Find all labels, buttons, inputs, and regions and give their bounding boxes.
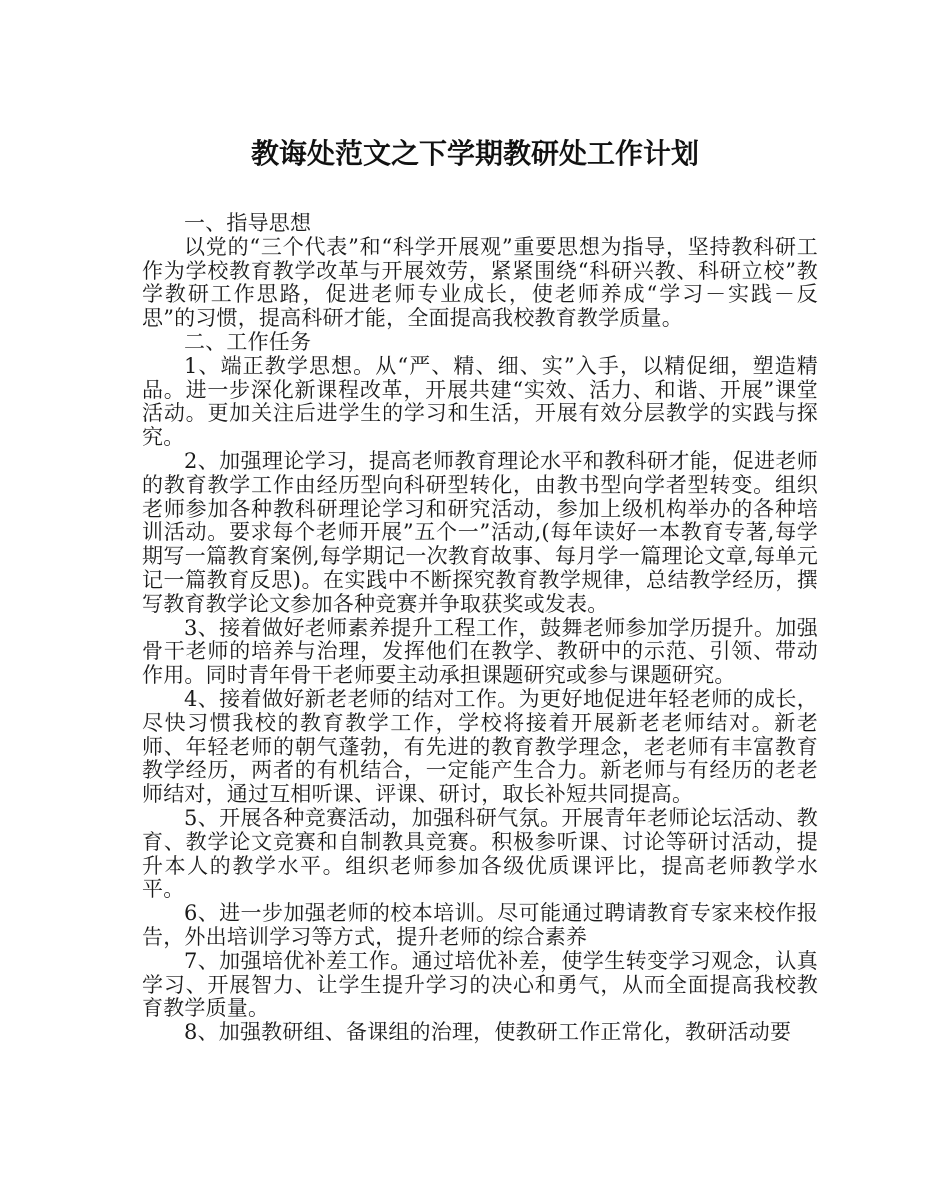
paragraph-task-6: 6、进一步加强老师的校本培训。尽可能通过聘请教育专家来校作报告，外出培训学习等方式，提升老师的综合素养: [142, 901, 818, 949]
paragraph-task-7: 7、加强培优补差工作。通过培优补差，使学生转变学习观念，认真学习、开展智力、让学生提升学习的决心和勇气，从而全面提高我校教育教学质量。: [142, 948, 818, 1021]
paragraph-task-8: 8、加强教研组、备课组的治理，使教研工作正常化，教研活动要: [184, 1020, 792, 1045]
paragraph-task-4: 4、接着做好新老老师的结对工作。为更好地促进年轻老师的成长，尽快习惯我校的教育教学工作，学校将接着开展新老老师结对。新老师、年轻老师的朝气蓬勃，有先进的教育教学理念，老老师有丰富教育教学经历，两者的有机结合，一定能产生合力。新老师与有经历的老老师结对，通过互相听课、评课、研讨，取长补短共同提高。: [142, 686, 818, 807]
section-heading-work-tasks: 二、工作任务: [184, 329, 312, 354]
paragraph-task-2: 2、加强理论学习，提高老师教育理论水平和教科研才能，促进老师的教育教学工作由经历型向科研型转化，由教书型向学者型转变。组织老师参加各种教科研理论学习和研究活动，参加上级机构举办的各种培训活动。要求每个老师开展”五个一”活动,(每年读好一本教育专著,每学期写一篇教育案例,每学期记一次教育故事、每月学一篇理论文章,每单元记一篇教育反思)。在实践中不断探究教育教学规律，总结教学经历，撰写教育教学论文参加各种竞赛并争取获奖或发表。: [142, 448, 818, 616]
document-title: 教诲处范文之下学期教研处工作计划: [250, 137, 699, 170]
paragraph-task-5: 5、开展各种竞赛活动，加强科研气氛。开展青年老师论坛活动、教育、教学论文竞赛和自制教具竞赛。积极参听课、讨论等研讨活动，提升本人的教学水平。组织老师参加各级优质课评比，提高老师教学水平。: [142, 805, 818, 902]
paragraph-guiding-ideology: 以党的“三个代表”和“科学开展观”重要思想为指导，坚持教科研工作为学校教育教学改革与开展效劳，紧紧围绕“科研兴教、科研立校”教学教研工作思路，促进老师专业成长，使老师养成“学习－实践－反思”的习惯，提高科研才能，全面提高我校教育教学质量。: [142, 234, 818, 331]
document-body: [142, 212, 818, 1045]
paragraph-task-1: 1、端正教学思想。从“严、精、细、实”入手，以精促细，塑造精品。进一步深化新课程改革，开展共建“实效、活力、和谐、开展”课堂活动。更加关注后进学生的学习和生活，开展有效分层教学的实践与探究。: [142, 353, 818, 450]
section-heading-guiding-ideology: 一、指导思想: [184, 211, 312, 235]
paragraph-task-3: 3、接着做好老师素养提升工程工作，鼓舞老师参加学历提升。加强骨干老师的培养与治理，发挥他们在教学、教研中的示范、引领、带动作用。同时青年骨干老师要主动承担课题研究或参与课题研究。: [142, 615, 818, 688]
